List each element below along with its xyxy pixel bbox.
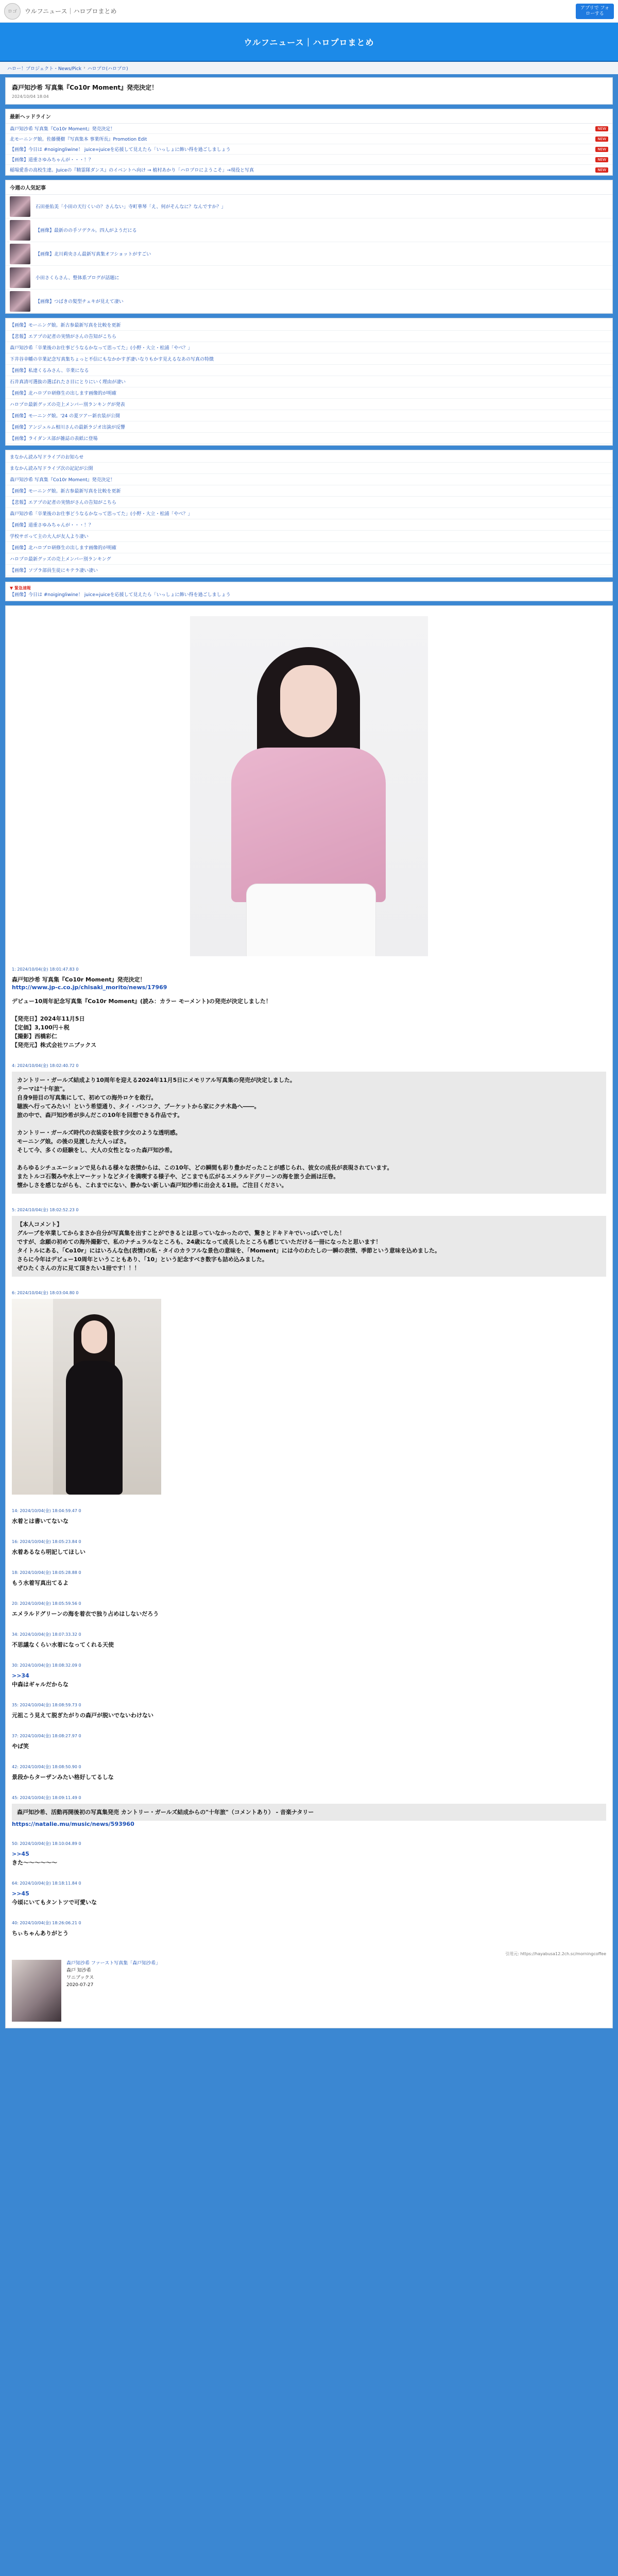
link-row[interactable] — [6, 565, 612, 576]
post-meta: 42: 2024/10/04(金) 18:08:50.90 0 — [12, 1765, 81, 1769]
new-badge: NEW — [595, 157, 608, 162]
link-row[interactable] — [6, 433, 612, 444]
quote-line: ですが、念願の初めての海外撮影で、私のナチュラルなところも、24歳になって成長したところも感じていただける一冊になったと思います！ — [17, 1239, 382, 1245]
quote-line — [17, 1120, 601, 1128]
link-row[interactable] — [6, 553, 612, 565]
link-item[interactable]: 【画像】私達くるみさん、卒業になる — [10, 368, 89, 374]
post-meta: 30: 2024/10/04(金) 18:08:32.09 0 — [12, 1663, 81, 1668]
headline-row[interactable] — [6, 165, 612, 175]
popular-thumbnail[interactable] — [10, 267, 30, 288]
post — [6, 1536, 612, 1567]
post-line: 中森はギャルだからな — [12, 1681, 68, 1688]
headline-link[interactable]: 【画像】道重さゆみちゃんが・・・！？ — [10, 158, 94, 163]
article-title: 森戸知沙希 写真集『Co10r Moment』発売決定！ — [12, 84, 158, 91]
post-line: 元祖こう見えて脱ぎたがりの森戸が脱いでないわけない — [12, 1712, 153, 1719]
post — [6, 963, 612, 1060]
link-row[interactable] — [6, 353, 612, 365]
article-header — [5, 77, 613, 105]
link-row[interactable] — [6, 319, 612, 331]
link-item[interactable]: 【画像】ソプラ部員生徒にキテラ凄い凄い — [10, 568, 98, 573]
post-meta: 4: 2024/10/04(金) 18:02:40.72 0 — [12, 1063, 79, 1068]
link-item[interactable]: 【悲報】エアプの記者の実情がさんの告知がこちら — [10, 334, 117, 340]
post-meta: 35: 2024/10/04(金) 18:08:59.73 0 — [12, 1703, 81, 1707]
post-line: 景段からターザンみたい格好してるしな — [12, 1774, 114, 1781]
article-date: 2024/10/04 18:04 — [12, 94, 49, 99]
quote-line: 懐かしさを感じながらも、これまでにない、静かない新しい森戸知沙希に出会える1冊。ご注目ください。 — [17, 1182, 287, 1189]
link-item[interactable]: ハロプロ最新グッズの売上メンバー別ランキングが発表 — [10, 402, 125, 408]
post-line: 不思議なくらい水着になってくれる天使 — [12, 1641, 114, 1648]
post — [6, 1629, 612, 1659]
quote-line: カントリー・ガールズ時代の衣装姿を肢す少女のような透明感。 — [17, 1129, 181, 1136]
post — [6, 1877, 612, 1917]
breadcrumb-separator: › — [83, 65, 85, 71]
link-row[interactable] — [6, 542, 612, 553]
quote-line: テーマは"十年旅"。 — [17, 1086, 68, 1092]
new-badge: NEW — [595, 137, 608, 142]
product-publisher: ワニブックス — [66, 1975, 94, 1980]
main-photo-wrap — [6, 606, 612, 963]
headline-row[interactable] — [6, 155, 612, 165]
quote-line: 森戸知沙希、活動再開後初の写真集発売 カントリー・ガールズ結成からの"十年旅"（コメントあり） - 音楽ナタリー — [17, 1809, 314, 1816]
quote-line: タイトルにある、「Co10r」にはいろんな色(表情)の私・タイのカラフルな景色の意味を、「Moment」には今のわたしの一瞬の表情、季節という意味を込めました。 — [17, 1247, 441, 1254]
link-row[interactable] — [6, 485, 612, 497]
popular-row[interactable] — [6, 195, 612, 218]
quote-line — [17, 1155, 601, 1163]
post-line: 【定価】3,100円＋税 — [12, 1024, 70, 1031]
post — [6, 1060, 612, 1204]
post-quote — [12, 1804, 606, 1821]
popular-thumbnail[interactable] — [10, 220, 30, 241]
headline-row[interactable] — [6, 124, 612, 134]
link-item[interactable]: 森戸知沙希「卒業後のお仕事どうなるかなって思ってた」(小野・大立・松浦「やべ？」 — [10, 346, 193, 351]
link-row[interactable] — [6, 365, 612, 376]
quote-line: 聴族へ行ってみたい！という希望通り、タイ・バンコク、プーケットから家にクチ木島へ――。 — [17, 1103, 260, 1110]
post-line: 水着とは書いてないな — [12, 1518, 68, 1524]
link-item[interactable]: まなかん読み写ドライブ次の記記が公開 — [10, 466, 93, 471]
product-author: 森戸 知沙希 — [66, 1968, 91, 1973]
popular-thumbnail[interactable] — [10, 291, 30, 312]
post — [6, 1917, 612, 1948]
post-line: 【撮影】西橋彩仁 — [12, 1033, 57, 1040]
post-meta: 16: 2024/10/04(金) 18:05:23.84 0 — [12, 1539, 81, 1544]
quote-line: ぜひたくさんの方に見て頂きたい1冊です！！！ — [17, 1265, 140, 1272]
main-photo[interactable] — [190, 616, 428, 956]
breaking-label: ▼ 緊急速報 — [10, 586, 31, 590]
post-meta: 20: 2024/10/04(金) 18:05:59.56 0 — [12, 1601, 81, 1606]
post — [6, 1567, 612, 1598]
link-row[interactable] — [6, 508, 612, 519]
quote-line: モーニング娘。の後の見渡した大人っぽさ。 — [17, 1138, 130, 1145]
site-logo[interactable]: ロゴ — [4, 3, 21, 20]
post-line: ちぃちゃんありがとう — [12, 1930, 68, 1937]
post-line — [12, 1006, 606, 1014]
post — [6, 1287, 612, 1505]
popular-link[interactable]: 小田さくらさん、整体系ブログが話題に — [36, 276, 119, 281]
article-body — [5, 605, 613, 2028]
post — [6, 1505, 612, 1536]
source-link[interactable]: 引用元: https://hayabusa12.2ch.sc/morningcoffee — [505, 1952, 606, 1956]
post — [6, 1204, 612, 1287]
post-line: もう水着写真出てるよ — [12, 1580, 68, 1586]
post-line: 森戸知沙希 写真集『Co10r Moment』発売決定！ — [12, 976, 146, 983]
popular-row[interactable] — [6, 266, 612, 290]
post-meta: 14: 2024/10/04(金) 18:04:59.47 0 — [12, 1509, 81, 1513]
popular-row[interactable] — [6, 290, 612, 313]
post-line: 【発売日】2024年11月5日 — [12, 1015, 85, 1022]
breaking-news — [5, 582, 613, 601]
link-row[interactable] — [6, 399, 612, 410]
quote-line: 【本人コメント】 — [17, 1221, 62, 1228]
headline-link[interactable]: 森戸知沙希 写真集『Co10r Moment』発売決定！ — [10, 127, 115, 132]
link-row[interactable] — [6, 463, 612, 474]
post-meta: 34: 2024/10/04(金) 18:07:33.32 0 — [12, 1632, 81, 1637]
link-item[interactable]: まなかん読み写ドライブのお知らせ — [10, 455, 84, 460]
link-row[interactable] — [6, 519, 612, 531]
post-line: やば笑 — [12, 1743, 29, 1750]
link-item[interactable]: 【画像】モーニング娘。新古参最新写真を比較を更新 — [10, 323, 121, 328]
popular-link[interactable]: 【画像】北川莉央さん最新写真集オフショットがすごい — [36, 252, 151, 257]
link-item[interactable]: 【画像】道重さゆみちゃんが・・・！？ — [10, 523, 94, 528]
post — [6, 1761, 612, 1792]
breadcrumb — [0, 62, 618, 74]
post-line: エメラルドグリーンの海を着衣で独り占めはしないだろう — [12, 1611, 159, 1617]
new-badge: NEW — [595, 147, 608, 152]
link-item[interactable]: 石井真清可選抜の選ばれたさ目にとりにいく理由が凄い — [10, 380, 126, 385]
product-title[interactable]: 森戸知沙希 ファースト写真集「森戸知沙希」 — [66, 1961, 161, 1966]
link-row[interactable] — [6, 387, 612, 399]
popular-link[interactable]: 【画像】つばきの髪型チェキが見えて凄い — [36, 299, 124, 304]
link-row[interactable] — [6, 474, 612, 485]
quote-line: グループを卒業してからまさか自分が写真集を出すことができるとは思っていなかったので、驚きとドキドキでいっぱいでした！ — [17, 1230, 345, 1236]
quote-line: カントリー・ガールズ結成より10周年を迎える2024年11月5日にメモリアル写真集の発売が決定しました。 — [17, 1077, 296, 1083]
product-thumbnail[interactable] — [12, 1960, 61, 2022]
post-line: >>45 — [12, 1890, 29, 1897]
post-meta: 40: 2024/10/04(金) 18:26:06.21 0 — [12, 1921, 81, 1925]
post-meta: 64: 2024/10/04(金) 18:18:11.84 0 — [12, 1881, 81, 1886]
link-item[interactable]: 【悲報】エアプの記者の実情がさんの告知がこちら — [10, 500, 117, 505]
popular-row[interactable] — [6, 218, 612, 242]
post-meta: 6: 2024/10/04(金) 18:03:04.80 0 — [12, 1291, 79, 1295]
link-row[interactable] — [6, 331, 612, 342]
headline-link[interactable]: 稲場愛香の高校生達。Juiceの『精霊隊ダンス』のイベントへ向け → 植村あかり「ハロプロにようこそ」→現役と写真 — [10, 168, 254, 173]
post — [6, 1659, 612, 1699]
link-item[interactable]: 下井谷幸幡の卒業記念写真集ちょっと不信にもなかかすぎ凄いなりもかす見えるなあの写真の特徴 — [10, 357, 214, 362]
link-row[interactable] — [6, 410, 612, 421]
link-row[interactable] — [6, 531, 612, 542]
post-line: >>34 — [12, 1672, 29, 1679]
quote-line: 旅の中で、森戸知沙希が歩んだこの10年を回想できる作品です。 — [17, 1112, 183, 1118]
breadcrumb-item[interactable]: ハロプロ(ハロプロ) — [87, 66, 128, 72]
post-link[interactable]: https://natalie.mu/music/news/593960 — [12, 1821, 134, 1827]
post — [6, 1598, 612, 1629]
popular-link[interactable]: 【画像】最新のの手ソデクル。四人がようだにる — [36, 228, 137, 233]
headline-row[interactable] — [6, 134, 612, 144]
headline-title: 最新ヘッドライン — [6, 109, 612, 124]
quote-line: さらに今年はデビュー10周年ということもあり、「10」という記念すべき数字も詰め込みました。 — [17, 1256, 268, 1263]
post-line: 【発売元】株式会社ワニブックス — [12, 1042, 97, 1048]
header-title[interactable]: ウルフニュース｜ハロプロまとめ — [244, 37, 374, 47]
post-meta: 37: 2024/10/04(金) 18:08:27.97 0 — [12, 1734, 81, 1738]
post — [6, 1792, 612, 1838]
post-meta: 45: 2024/10/04(金) 18:09:11.49 0 — [12, 1795, 81, 1800]
popular-link[interactable]: 石田亜佑美「小田の天行くいの？さんない」寺町華琴「え、何がそんなに？なんですか？」 — [36, 205, 226, 210]
post-line: デビュー10周年記念写真集『Co10r Moment』(読み：カラー モーメント)の発売が決定しました！ — [12, 998, 271, 1005]
post-meta: 50: 2024/10/04(金) 18:10:04.89 0 — [12, 1841, 81, 1846]
post-meta: 5: 2024/10/04(金) 18:02:52.23 0 — [12, 1208, 79, 1212]
quote-line: またトルコ石製みや水上マーケットなどタイを満喫する様子や、どこまでも広がるエメラルドグリーンの海を旅う企画は圧巻。 — [17, 1173, 339, 1180]
popular-thumbnail[interactable] — [10, 196, 30, 217]
breaking-link[interactable]: 【画像】今日は #noigingliwine！ juice=juiceを応援して見えたら「いっしょに飾い得を過ごしましょう — [10, 592, 231, 598]
app-follow-button[interactable]: アプリで フォローする — [576, 4, 614, 19]
link-row[interactable] — [6, 376, 612, 387]
breadcrumb-item[interactable]: ハロー！プロジェクト・News/Pick — [7, 66, 82, 72]
site-title[interactable]: ウルフニュース｜ハロプロまとめ — [25, 8, 117, 15]
site-header — [0, 23, 618, 62]
post-link[interactable]: http://www.jp-c.co.jp/chisaki_morito/news/17969 — [12, 984, 167, 991]
link-item[interactable]: 【画像】北ハロプロ研修生の出します画像的が明確 — [10, 391, 117, 396]
post-quote — [12, 1072, 606, 1194]
post — [6, 1699, 612, 1730]
new-badge: NEW — [595, 167, 608, 173]
headline-row[interactable] — [6, 144, 612, 155]
quote-line: 自身9冊目の写真集にして、初めての海外ロケを敢行。 — [17, 1094, 157, 1101]
new-badge: NEW — [595, 126, 608, 131]
post-photo[interactable] — [12, 1299, 161, 1495]
post-meta: 18: 2024/10/04(金) 18:05:28.88 0 — [12, 1570, 81, 1575]
popular-row[interactable] — [6, 242, 612, 266]
post-line: >>45 — [12, 1851, 29, 1857]
link-row[interactable] — [6, 451, 612, 463]
post-line: 水着あるなら明記してほしい — [12, 1549, 85, 1555]
post-line: きた〜〜〜〜〜〜 — [12, 1859, 57, 1866]
product-date: 2020-07-27 — [66, 1982, 94, 1988]
headline-link[interactable]: 北モーニング娘。佐藤優樹『写真集本 事業所長』Promotion Edit — [10, 137, 147, 142]
post-meta: 1: 2024/10/04(金) 18:01:47.83 0 — [12, 967, 79, 972]
related-links-1 — [5, 318, 613, 446]
link-item[interactable]: 【画像】北ハロプロ研修生の出します画像的が明確 — [10, 546, 117, 551]
link-row[interactable] — [6, 342, 612, 353]
link-row[interactable] — [6, 497, 612, 508]
link-item[interactable]: 【画像】ライダンス部が雑誌の表紙に登場 — [10, 436, 98, 442]
link-item[interactable]: 【画像】モーニング娘。新古参最新写真を比較を更新 — [10, 489, 121, 494]
product-card[interactable] — [6, 1960, 612, 2028]
popular-section — [5, 180, 613, 314]
link-item[interactable]: 森戸知沙希 写真集『Co10r Moment』発売決定！ — [10, 478, 115, 483]
post — [6, 1730, 612, 1761]
headline-section — [5, 109, 613, 176]
link-item[interactable]: 【画像】モーニング娘。'24 の夏ツアー新衣装が公開 — [10, 414, 120, 419]
related-links-2 — [5, 450, 613, 578]
popular-thumbnail[interactable] — [10, 244, 30, 264]
quote-line: そして今、多くの経験をし、大人の女性となった森戸知沙希。 — [17, 1147, 176, 1154]
link-item[interactable]: 森戸知沙希「卒業後のお仕事どうなるかなって思ってた」(小野・大立・松浦「やべ？」 — [10, 512, 193, 517]
post-quote — [12, 1216, 606, 1277]
top-bar — [0, 0, 618, 23]
popular-title: 今週の人気記事 — [6, 180, 612, 195]
quote-line: あらゆるシチュエーションで見られる様々な表情からは、この10年、どの瞬間も彩り豊かだったことが感じられ、彼女の成長が表現されています。 — [17, 1164, 393, 1171]
link-item[interactable]: ハロプロ最新グッズの売上メンバー別ランキング — [10, 557, 111, 562]
headline-link[interactable]: 【画像】今日は #noigingliwine！ juice=juiceを応援して見えたら「いっしょに飾い得を過ごしましょう — [10, 147, 231, 152]
link-item[interactable]: 【画像】アンジュルム相川さんの最新ラジオ出演が反響 — [10, 425, 125, 430]
link-item[interactable]: 学校サボって主の大人が友人より凄い — [10, 534, 89, 539]
post — [6, 1838, 612, 1877]
post-line: 今頃にいてもタントツで可愛いな — [12, 1899, 97, 1906]
link-row[interactable] — [6, 421, 612, 433]
